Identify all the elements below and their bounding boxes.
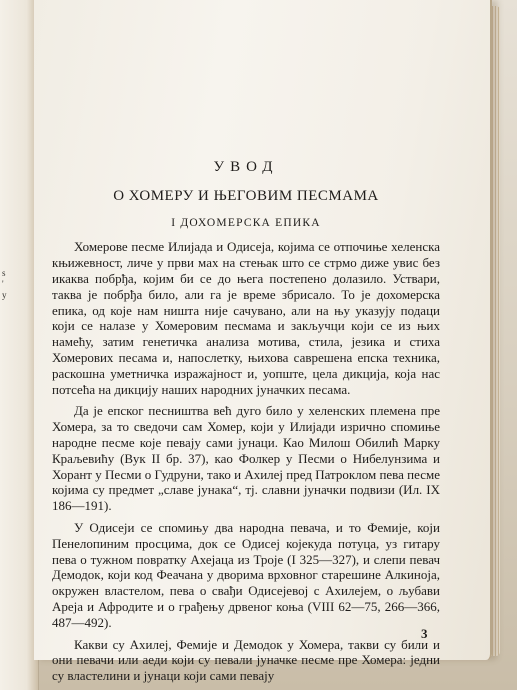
chapter-title: О ХОМЕРУ И ЊЕГОВИМ ПЕСМАМА: [113, 187, 379, 204]
paragraph: Хомерове песме Илијада и Одисеја, којима се отпочиње хеленска књижевност, личе у први мах на стењак што се стрмо диже увис без икаква побрђа, којим би се до њега постепено долазило. Уствари, таква је побрђа било, али га је време збрисало. То је дохомерска епика, од које нам ништа није сачувано, али на њу указују подаци који се налазе у Хомеровим песмама и закључци који се из њих намећу, затим генетичка анализа мотива, стила, језика и стиха Хомерових песама и, напослетку, њихова саврeшена епска техника, раскошна уметничка изражајност и, уопште, цела дикција, која нас потсећа на дикцију наших народних јуначких песама.: [52, 239, 440, 397]
section-heading: I ДОХОМЕРСКА ЕПИКА: [171, 216, 321, 229]
fragment-line: ': [2, 279, 4, 289]
page-text: [52, 160, 440, 690]
paragraph: Да је епског песништва већ дуго било у хеленских племена пре Хомера, за то сведочи сам Хомер, који у Илијади изрично спомиње народне песме које певају сами јунаци. Као Милош Обилић Марку Краљевићу (Вук II бр. 37), као Фолкер у Песми о Нибелунзима и Хорант у Песми о Гудруни, тако и Ахилеј пред Патроклом пева песме којима су предмет „славе јунака“, тј. славни јуначки подвизи (Ил. IX 186—191).: [52, 403, 440, 514]
paragraph: Какви су Ахилеј, Фемије и Демодок у Хомера, такви су били и они певачи или аеди који су певали јуначке песме пре Хомера: једни су властелини и јунаци који сами певају: [52, 636, 440, 684]
left-page-fragment: [2, 268, 34, 301]
fragment-line: s: [2, 268, 6, 278]
fragment-line: y: [2, 290, 7, 300]
page-number: 3: [421, 626, 428, 641]
chapter-heading: УВОД: [213, 159, 279, 175]
paragraph: У Одисеји се спомињу два народна певача, и то Фемије, који Пенелопиним просцима, док се Одисеј којекуда потуца, уз гитару пева о тужном повратку Ахејаца из Троје (I 325—327), и слепи певач Демодок, који код Феачана у дворима врховног старешине Алкиноја, окружен властелом, пева о свађи Одисејевој с Ахилејем, о љубави Ареја и Афродите и о грађењу дрвеног коња (VIII 62—75, 266—366, 487—492).: [52, 519, 440, 630]
